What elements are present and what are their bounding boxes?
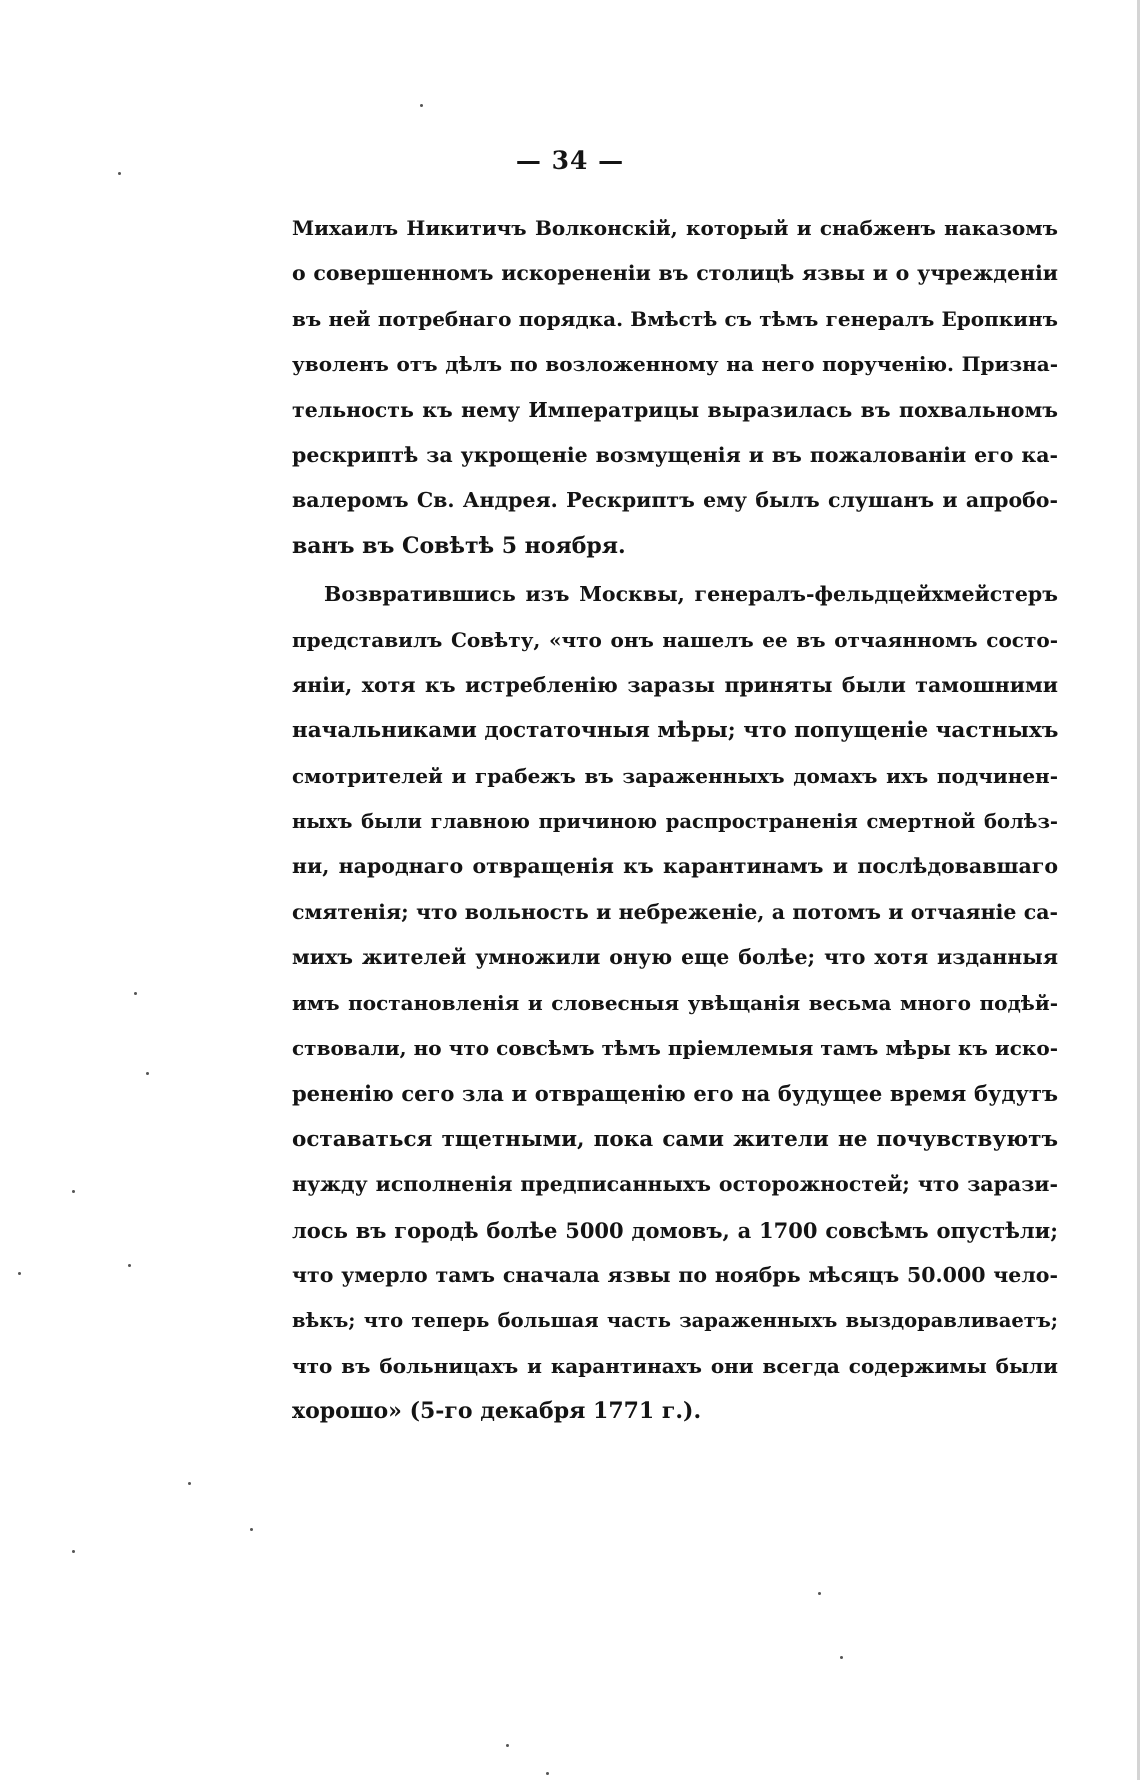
scan-speck (72, 1550, 75, 1553)
body-text (292, 206, 1058, 1435)
text-line: нужду исполненія предписанныхъ осторожностей; что зарази- (292, 1172, 1058, 1197)
text-line: ванъ въ Совѣтѣ 5 ноября. (292, 532, 626, 559)
text-line: что умерло тамъ сначала язвы по ноябрь мѣсяцъ 50.000 чело- (292, 1262, 1058, 1287)
text-line: представилъ Совѣту, «что онъ нашелъ ее въ отчаянномъ состо- (292, 627, 1058, 652)
scan-speck (546, 1772, 549, 1775)
paragraph (292, 206, 1058, 569)
text-line: яніи, хотя къ истребленію заразы приняты были тамошними (292, 672, 1058, 697)
text-line: хорошо» (5-го декабря 1771 г.). (292, 1398, 702, 1425)
scan-speck (818, 1592, 821, 1595)
text-line: Возвратившись изъ Москвы, генералъ-фельдцейхмейстеръ (324, 582, 1058, 607)
scan-speck (146, 1072, 149, 1075)
scan-speck (420, 104, 423, 107)
text-line: оставаться тщетными, пока сами жители не почувствуютъ (292, 1126, 1058, 1152)
text-line: вѣкъ; что теперь большая часть зараженныхъ выздоравливаетъ; (292, 1309, 1058, 1333)
text-line: ни, народнаго отвращенія къ карантинамъ и послѣдовавшаго (292, 854, 1058, 879)
text-line: рененію сего зла и отвращенію его на будущее время будутъ (292, 1081, 1058, 1107)
scan-speck (188, 1482, 191, 1485)
text-line: рескриптѣ за укрощеніе возмущенія и въ пожалованіи его ка- (292, 442, 1058, 467)
scan-speck (72, 1190, 75, 1193)
text-line: въ ней потребнаго порядка. Вмѣстѣ съ тѣмъ генералъ Еропкинъ (292, 306, 1058, 331)
scan-speck (128, 1264, 131, 1267)
text-line: ствовали, но что совсѣмъ тѣмъ пріемлемыя тамъ мѣры къ иско- (292, 1036, 1058, 1061)
text-line: тельность къ нему Императрицы выразилась въ похвальномъ (292, 397, 1058, 422)
text-line: лось въ городѣ болѣе 5000 домовъ, а 1700 совсѣмъ опустѣли; (292, 1217, 1058, 1243)
text-line: о совершенномъ искорененіи въ столицѣ язвы и о учрежденіи (292, 261, 1058, 286)
text-line: смятенія; что вольность и небреженіе, а потомъ и отчаяніе са- (292, 899, 1058, 924)
text-line: смотрителей и грабежъ въ зараженныхъ домахъ ихъ подчинен- (292, 763, 1058, 788)
scan-speck (250, 1528, 253, 1531)
text-line: начальниками достаточныя мѣры; что попущеніе частныхъ (292, 718, 1058, 744)
paragraph (292, 572, 1058, 1434)
scan-speck (506, 1744, 509, 1747)
text-line: Михаилъ Никитичъ Волконскій, который и снабженъ наказомъ (292, 216, 1058, 240)
scan-speck (840, 1656, 843, 1659)
page-number: — 34 — (515, 146, 625, 175)
text-line: валеромъ Св. Андрея. Рескриптъ ему былъ слушанъ и апробо- (292, 488, 1058, 513)
text-line: что въ больницахъ и карантинахъ они всегда содержимы были (292, 1353, 1058, 1378)
scan-speck (18, 1272, 21, 1275)
text-line: ныхъ были главною причиною распространенія смертной болѣз- (292, 810, 1058, 834)
text-line: имъ постановленія и словесныя увѣщанія весьма много подѣй- (292, 990, 1058, 1015)
text-line: уволенъ отъ дѣлъ по возложенному на него порученію. Призна- (292, 352, 1058, 377)
text-line: михъ жителей умножили оную еще болѣе; что хотя изданныя (292, 945, 1058, 970)
scan-speck (134, 992, 137, 995)
